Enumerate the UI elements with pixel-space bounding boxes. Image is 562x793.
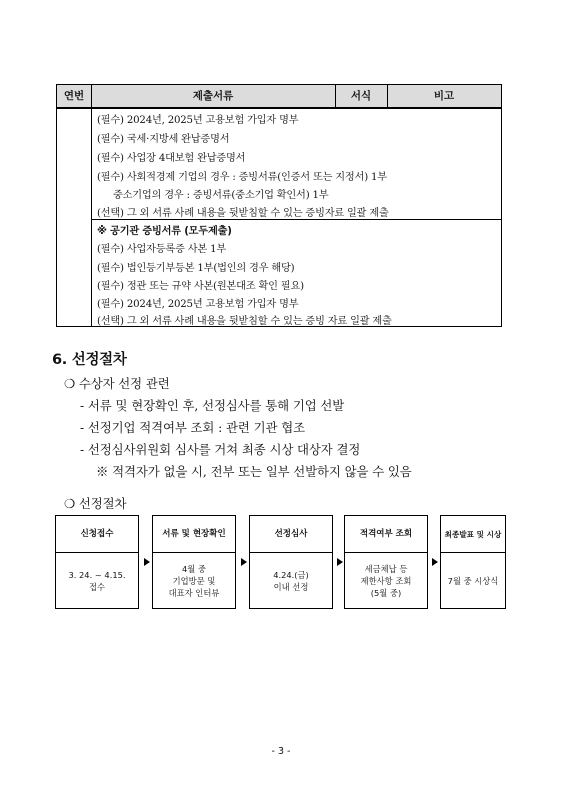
list-item: - 서류 및 현장확인 후, 선정심사를 통해 기업 선발 [80, 398, 345, 413]
table-row: (선택) 그 외 서류 사례 내용을 뒷받침할 수 있는 증빙자료 일괄 제출 [97, 208, 389, 219]
bullet-selection: ❍ 수상자 선정 관련 [64, 376, 170, 391]
row-divider [91, 219, 501, 220]
column-divider [91, 85, 92, 326]
flow-step-title: 서류 및 현장확인 [153, 516, 235, 553]
header-divider [387, 85, 388, 107]
header-form: 서식 [350, 90, 372, 102]
arrow-right-icon [241, 558, 247, 566]
flow-step-title: 선정심사 [250, 516, 332, 553]
header-docs: 제출서류 [192, 90, 234, 102]
header-no: 연번 [63, 90, 85, 102]
section-b-title: ※ 공기관 증빙서류 (모두제출) [97, 226, 232, 237]
flow-step-body: 3. 24. ~ 4.15. 접수 [68, 570, 126, 592]
flow-step-screening [249, 515, 333, 609]
header-note: 비고 [433, 90, 455, 102]
submission-documents-table [56, 84, 502, 327]
page-number: - 3 - [271, 746, 291, 757]
flow-step-title: 적격여부 조회 [345, 516, 427, 553]
header-divider [335, 85, 336, 107]
table-header [57, 85, 501, 109]
section-title: 6. 선정절차 [52, 352, 127, 368]
flow-step-body: 4월 중 기업방문 및 대표자 인터뷰 [168, 564, 220, 598]
table-row: (필수) 2024년, 2025년 고용보험 가입자 명부 [97, 115, 299, 126]
flow-step-application [55, 515, 139, 609]
arrow-right-icon [337, 558, 343, 566]
table-row: (필수) 사업자등록증 사본 1부 [97, 244, 226, 255]
note: ※ 적격자가 없을 시, 전부 또는 일부 선발하지 않을 수 있음 [96, 464, 412, 479]
table-row: 중소기업의 경우 : 증빙서류(중소기업 확인서) 1부 [113, 190, 329, 201]
table-row: (필수) 법인등기부등본 1부(법인의 경우 해당) [97, 263, 295, 274]
flow-step-eligibility-check [344, 515, 428, 609]
table-row: (필수) 2024년, 2025년 고용보험 가입자 명부 [97, 299, 299, 310]
flow-step-body: 세금체납 등 제한사항 조회 (5월 중) [360, 564, 412, 598]
list-item: - 선정심사위원회 심사를 거쳐 최종 시상 대상자 결정 [80, 442, 361, 457]
flow-step-title: 최종발표 및 시상 [441, 516, 505, 553]
table-row: (필수) 국세·지방세 완납증명서 [97, 134, 230, 145]
flow-step-body: 7월 중 시상식 [447, 576, 499, 586]
arrow-right-icon [144, 558, 150, 566]
flow-step-body: 4.24.(금) 이내 선정 [273, 570, 309, 592]
flow-step-document-review [152, 515, 236, 609]
table-row: (선택) 그 외 서류 사례 내용을 뒷받침할 수 있는 증빙 자료 일괄 제출 [97, 316, 392, 327]
flow-step-title: 신청접수 [56, 516, 138, 553]
table-row: (필수) 정관 또는 규약 사본(원본대조 확인 필요) [97, 281, 304, 292]
table-row: (필수) 사회적경제 기업의 경우 : 증빙서류(인증서 또는 지정서) 1부 [97, 172, 387, 183]
flow-step-final-announcement [440, 515, 506, 609]
list-item: - 선정기업 적격여부 조회 : 관련 기관 협조 [80, 420, 305, 435]
bullet-procedure: ❍ 선정절차 [64, 496, 127, 511]
arrow-right-icon [432, 558, 438, 566]
table-row: (필수) 사업장 4대보험 완납증명서 [97, 153, 246, 164]
